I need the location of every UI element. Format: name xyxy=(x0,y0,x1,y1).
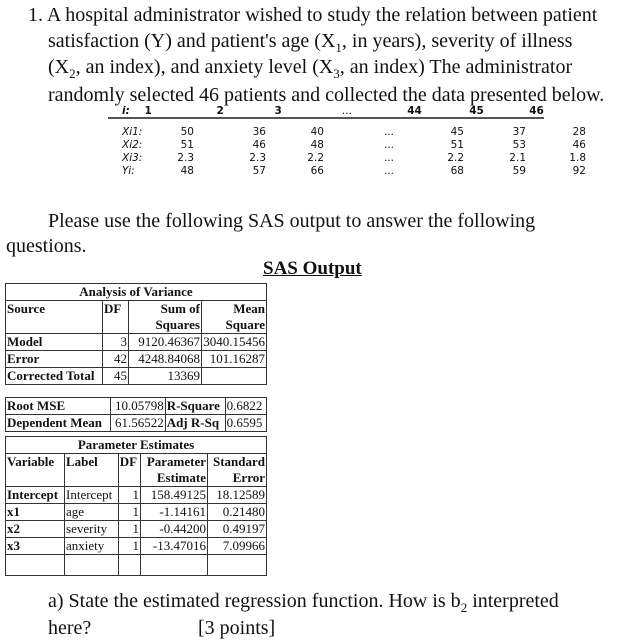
table-cell: 3 xyxy=(103,334,129,351)
data-rows xyxy=(108,126,586,178)
data-table xyxy=(108,104,544,119)
root-mse-label: Root MSE xyxy=(6,398,111,415)
dep-mean-label: Dependent Mean xyxy=(6,415,111,432)
header-cell: 3 xyxy=(224,104,282,118)
data-cell: 53 xyxy=(512,139,526,151)
rsq-label: R-Square xyxy=(165,398,225,415)
header-cell: 2 xyxy=(152,104,224,118)
table-cell: 158.49125 xyxy=(141,487,208,504)
data-cell: 37 xyxy=(512,126,526,138)
table-cell: Intercept xyxy=(65,487,119,504)
table-cell: 9120.46367 xyxy=(129,334,202,351)
data-cell: 36 xyxy=(252,126,266,138)
table-cell xyxy=(202,368,267,385)
table-cell: severity xyxy=(65,521,119,538)
data-cell: ... xyxy=(383,139,394,151)
table-cell: 0.21480 xyxy=(208,504,267,521)
table-cell: age xyxy=(65,504,119,521)
header-cell: 46 xyxy=(484,104,544,118)
data-cell: 2.2 xyxy=(447,152,464,164)
data-cell: 46 xyxy=(252,139,266,151)
data-cell: 51 xyxy=(450,139,464,151)
anova-header: DF xyxy=(103,301,129,334)
anova-header: Source xyxy=(6,301,103,334)
table-cell: 7.09966 xyxy=(208,538,267,555)
header-cell: i: xyxy=(108,104,130,118)
part-a-line-2: here? [3 points] xyxy=(48,617,276,639)
data-cell: ... xyxy=(383,126,394,138)
data-cell: Xi1: xyxy=(122,126,143,138)
table-row xyxy=(6,334,267,351)
table-cell: 1 xyxy=(118,521,140,538)
data-cell: Yi: xyxy=(122,165,135,177)
anova-header: Sum of Squares xyxy=(129,301,202,334)
header-cell: 45 xyxy=(422,104,484,118)
data-cell: ... xyxy=(383,165,394,177)
data-cell: Xi2: xyxy=(122,139,143,151)
data-row xyxy=(108,126,586,139)
table-row xyxy=(6,351,267,368)
table-cell: -0.44200 xyxy=(141,521,208,538)
data-header-row xyxy=(108,104,544,118)
table-cell: 0.49197 xyxy=(208,521,267,538)
data-cell: 45 xyxy=(450,126,464,138)
table-cell: Model xyxy=(6,334,103,351)
params-header: Variable xyxy=(6,454,65,487)
table-cell: 101.16287 xyxy=(202,351,267,368)
table-cell: x2 xyxy=(6,521,65,538)
data-cell: 51 xyxy=(180,139,194,151)
table-cell: -13.47016 xyxy=(141,538,208,555)
table-cell: 42 xyxy=(103,351,129,368)
table-row xyxy=(6,487,267,504)
params-title: Parameter Estimates xyxy=(6,437,267,454)
table-cell: 1 xyxy=(118,487,140,504)
data-cell: 46 xyxy=(572,139,586,151)
table-cell: Error xyxy=(6,351,103,368)
params-header: Parameter Estimate xyxy=(141,454,208,487)
table-cell: 45 xyxy=(103,368,129,385)
table-cell: Corrected Total xyxy=(6,368,103,385)
data-cell: 48 xyxy=(180,165,194,177)
sas-output-title: SAS Output xyxy=(263,258,362,279)
params-header: DF xyxy=(118,454,140,487)
anova-header: Mean Square xyxy=(202,301,267,334)
fit-stats-table xyxy=(5,397,267,432)
data-cell: 2.2 xyxy=(307,152,324,164)
header-cell: 1 xyxy=(130,104,152,118)
table-cell: 18.12589 xyxy=(208,487,267,504)
table-row xyxy=(6,368,267,385)
data-cell: 2.3 xyxy=(249,152,266,164)
table-cell: 1 xyxy=(118,538,140,555)
data-cell: ... xyxy=(383,152,394,164)
table-row xyxy=(6,504,267,521)
table-row xyxy=(6,538,267,555)
question-line-2: satisfaction (Y) and patient's age ($X_1$, in years), severity of illness xyxy=(48,30,573,55)
instruction-line-1: Please use the following SAS output to answer the following xyxy=(48,210,536,232)
table-cell: 13369 xyxy=(129,368,202,385)
table-cell: 1 xyxy=(118,504,140,521)
data-row xyxy=(108,139,586,152)
table-cell: 4248.84068 xyxy=(129,351,202,368)
question-line-4: randomly selected 46 patients and collected the data presented below. xyxy=(48,84,605,106)
data-cell: 40 xyxy=(310,126,324,138)
parameter-estimates-table xyxy=(5,436,267,576)
table-cell: Intercept xyxy=(6,487,65,504)
data-cell: 28 xyxy=(572,126,586,138)
data-cell: 68 xyxy=(450,165,464,177)
anova-title: Analysis of Variance xyxy=(6,284,267,301)
data-cell: Xi3: xyxy=(122,152,143,164)
part-a-line-1: a) State the estimated regression function. How is $b_2$ interpreted xyxy=(48,590,559,615)
table-cell: anxiety xyxy=(65,538,119,555)
adjrsq-value: 0.6595 xyxy=(225,415,266,432)
table-row xyxy=(6,521,267,538)
data-cell: 66 xyxy=(310,165,324,177)
data-cell: 2.3 xyxy=(177,152,194,164)
params-header: Standard Error xyxy=(208,454,267,487)
instruction-line-2: questions. xyxy=(6,235,87,257)
dep-mean-value: 61.56522 xyxy=(110,415,165,432)
data-row xyxy=(108,152,586,165)
table-cell: x1 xyxy=(6,504,65,521)
anova-table xyxy=(5,283,267,385)
data-cell: 50 xyxy=(180,126,194,138)
data-cell: 92 xyxy=(572,165,586,177)
root-mse-value: 10.05798 xyxy=(110,398,165,415)
table-cell: x3 xyxy=(6,538,65,555)
params-header: Label xyxy=(65,454,119,487)
data-cell: 1.8 xyxy=(569,152,586,164)
header-cell: ... xyxy=(282,104,352,118)
data-row xyxy=(108,165,586,178)
question-line-3: ($X_2$, an index), and anxiety level ($X_3$, an index) The administrator xyxy=(48,56,573,81)
data-cell: 48 xyxy=(310,139,324,151)
table-cell: 3040.15456 xyxy=(203,334,265,349)
rsq-value: 0.6822 xyxy=(225,398,266,415)
data-cell: 59 xyxy=(512,165,526,177)
table-cell: -1.14161 xyxy=(141,504,208,521)
data-cell: 2.1 xyxy=(509,152,526,164)
data-cell: 57 xyxy=(252,165,266,177)
question-line-1: 1. A hospital administrator wished to study the relation between patient xyxy=(28,4,598,26)
adjrsq-label: Adj R-Sq xyxy=(165,415,225,432)
header-cell: 44 xyxy=(352,104,422,118)
